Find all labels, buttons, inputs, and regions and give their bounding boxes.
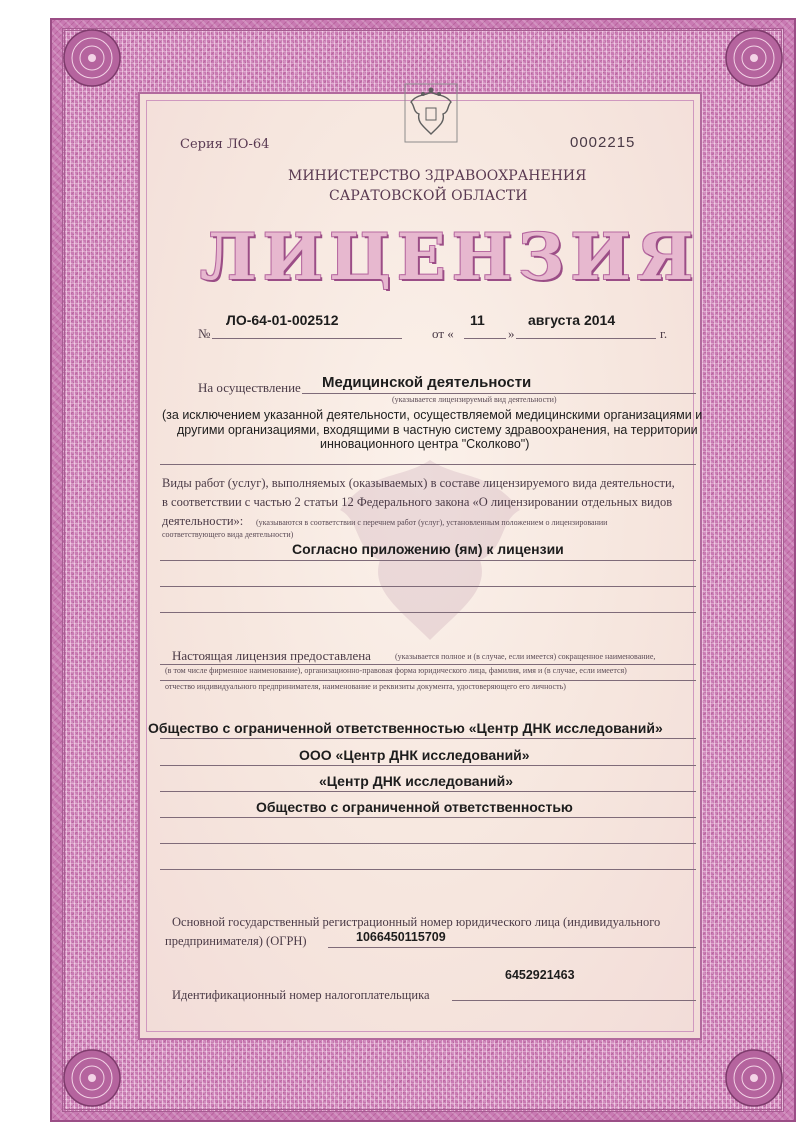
number-underline xyxy=(212,338,402,339)
ogrn-label-line2: предпринимателя) (ОГРН) xyxy=(165,934,307,948)
works-value: Согласно приложению (ям) к лицензии xyxy=(292,541,564,557)
activity-label: На осуществление xyxy=(198,380,301,395)
quote-close: » xyxy=(508,326,515,341)
activity-note-line3: инновационного центра "Сколково") xyxy=(320,437,530,451)
inn-underline xyxy=(452,1000,696,1001)
from-label: от « xyxy=(432,326,454,341)
works-line4-hint: соответствующего вида деятельности) xyxy=(162,530,294,539)
holder-hint3: отчество индивидуального предпринимателя, наименование и реквизиты документа, удостоверяющего его личность) xyxy=(165,682,566,691)
holder-underline-2 xyxy=(160,765,696,766)
activity-extra-underline xyxy=(160,464,696,465)
license-day: 11 xyxy=(470,312,485,328)
holder-name-full: Общество с ограниченной ответственностью «Центр ДНК исследований» xyxy=(148,720,663,736)
holder-org-form: Общество с ограниченной ответственностью xyxy=(256,799,573,815)
rosette-icon xyxy=(722,26,786,90)
holder-underline-hint xyxy=(160,664,696,665)
ogrn-underline xyxy=(328,947,696,948)
works-line3-hint: (указываются в соответствии с перечнем работ (услуг), установленным положением о лицензировании xyxy=(256,518,608,527)
number-sign: № xyxy=(198,326,211,341)
inn-label: Идентификационный номер налогоплательщика xyxy=(172,988,430,1002)
license-month-year: августа 2014 xyxy=(528,312,616,328)
works-line2: в соответствии с частью 2 статьи 12 Федерального закона «О лицензировании отдельных видов xyxy=(162,495,673,509)
ogrn-value: 1066450115709 xyxy=(356,930,446,944)
rosette-icon xyxy=(60,26,124,90)
holder-underline-3 xyxy=(160,791,696,792)
holder-underline-1 xyxy=(160,738,696,739)
works-underline-3 xyxy=(160,612,696,613)
holder-underline-6 xyxy=(160,869,696,870)
series-label: Серия ЛО-64 xyxy=(180,137,270,152)
works-underline-2 xyxy=(160,586,696,587)
blank-number: 0002215 xyxy=(570,134,636,151)
document-title: ЛИЦЕНЗИЯ xyxy=(200,220,700,295)
activity-note-line2: другими организациями, входящими в частную систему здравоохранения, на территории xyxy=(177,423,698,437)
holder-label: Настоящая лицензия предоставлена xyxy=(172,648,371,663)
ministry-name-line1: МИНИСТЕРСТВО ЗДРАВООХРАНЕНИЯ xyxy=(288,168,587,184)
works-line1: Виды работ (услуг), выполняемых (оказываемых) в составе лицензируемого вида деятельности, xyxy=(162,476,675,490)
works-line3-main: деятельности»: xyxy=(162,514,244,528)
license-number: ЛО-64-01-002512 xyxy=(226,312,339,328)
activity-underline xyxy=(302,393,696,394)
month-underline xyxy=(516,338,656,339)
works-underline-1 xyxy=(160,560,696,561)
holder-hint1: (указывается полное и (в случае, если имеется) сокращенное наименование, xyxy=(395,652,656,661)
activity-hint: (указывается лицензируемый вид деятельности) xyxy=(392,395,557,404)
rosette-icon xyxy=(722,1046,786,1110)
year-suffix: г. xyxy=(660,326,668,341)
holder-underline-5 xyxy=(160,843,696,844)
inn-value: 6452921463 xyxy=(505,968,575,982)
ministry-name-line2: САРАТОВСКОЙ ОБЛАСТИ xyxy=(329,188,528,204)
activity-note-line1: (за исключением указанной деятельности, осуществляемой медицинскими организациями и xyxy=(162,408,703,422)
holder-underline-hint2 xyxy=(160,680,696,681)
activity-value: Медицинской деятельности xyxy=(322,374,532,391)
holder-name-brand: «Центр ДНК исследований» xyxy=(319,773,514,789)
day-underline xyxy=(464,338,506,339)
rosette-icon xyxy=(60,1046,124,1110)
coat-of-arms-icon xyxy=(397,82,465,146)
holder-hint2: (в том числе фирменное наименование), организационно-правовая форма юридического лица, фамилия, имя и (в случае, если имеется) xyxy=(165,666,627,675)
ogrn-label-line1: Основной государственный регистрационный номер юридического лица (индивидуального xyxy=(172,915,661,929)
holder-name-short: ООО «Центр ДНК исследований» xyxy=(299,747,530,763)
holder-underline-4 xyxy=(160,817,696,818)
